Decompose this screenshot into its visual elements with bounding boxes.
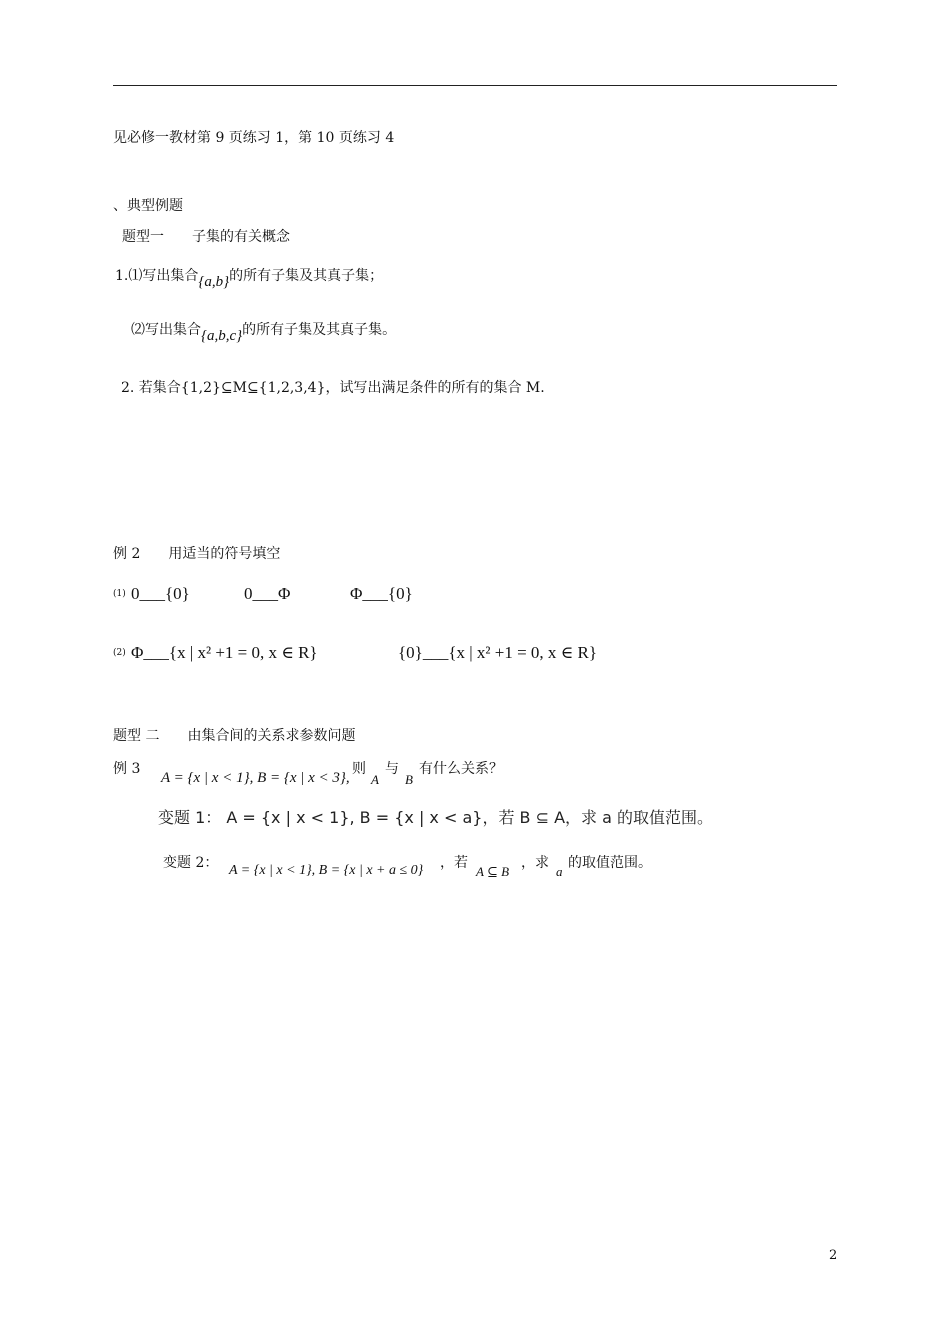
q1b-set: {a,b,c} — [201, 328, 243, 344]
question-1b — [131, 320, 397, 344]
variant-2-seek: ，求 — [521, 855, 549, 871]
q1a-suffix: 的所有子集及其真子集； — [229, 268, 384, 284]
example-3-then: 则 — [352, 761, 366, 777]
page-number: 2 — [829, 1248, 838, 1263]
example-3-A: A — [371, 772, 379, 787]
q1b-suffix: 的所有子集及其真子集。 — [242, 322, 397, 338]
example-3-math: A = {x | x < 1}, B = {x | x < 3}, — [161, 770, 350, 786]
q1a-set: {a,b} — [198, 274, 230, 290]
reference-line: 见必修一教材第 9 页练习 1，第 10 页练习 4 — [113, 130, 395, 146]
example-2-title: 例 2 用适当的符号填空 — [113, 546, 281, 562]
example-2-part1 — [113, 584, 126, 608]
ex2-1-a: 0___{0} — [131, 584, 190, 603]
header-rule — [113, 85, 837, 86]
q1b-prefix: ⑵写出集合 — [131, 322, 201, 338]
variant-1: 变题 1： A = {x | x < 1}, B = {x | x < a}，若 B ⊆ A，求 a 的取值范围。 — [158, 808, 714, 827]
variant-2-math: A = {x | x < 1}, B = {x | x + a ≤ 0} — [229, 863, 424, 878]
example-3-question: 有什么关系？ — [419, 761, 503, 777]
example-3-and: 与 — [385, 761, 399, 777]
ex2-1-c: Φ___{0} — [350, 584, 413, 603]
variant-2-label: 变题 2： — [163, 855, 219, 871]
variant-2-tail: 的取值范围。 — [568, 855, 652, 871]
type1-heading: 题型一 子集的有关概念 — [122, 229, 290, 245]
ex2-1-b: 0___Φ — [244, 584, 291, 603]
example-3-label: 例 3 — [113, 761, 141, 777]
variant-2-cond: A ⊆ B — [476, 864, 510, 879]
variant-2-if: ，若 — [440, 855, 468, 871]
ex2-2-b: {0}___{x | x² +1 = 0, x ∈ R} — [398, 643, 597, 662]
section-heading: 、典型例题 — [113, 198, 183, 214]
ex2-2-a: Φ___{x | x² +1 = 0, x ∈ R} — [131, 643, 318, 662]
ex2-1-label: (1) — [113, 589, 126, 599]
q1a-prefix: 1.⑴写出集合 — [115, 268, 199, 284]
variant-2-a: a — [556, 864, 563, 879]
type2-heading: 题型 二 由集合间的关系求参数问题 — [113, 728, 356, 744]
example-2-part2 — [113, 643, 126, 667]
ex2-2-label: (2) — [113, 648, 126, 658]
example-3-B: B — [405, 772, 413, 787]
question-1a — [115, 266, 384, 290]
question-2: 2. 若集合{1,2}⊆M⊆{1,2,3,4}，试写出满足条件的所有的集合 M. — [121, 380, 545, 396]
